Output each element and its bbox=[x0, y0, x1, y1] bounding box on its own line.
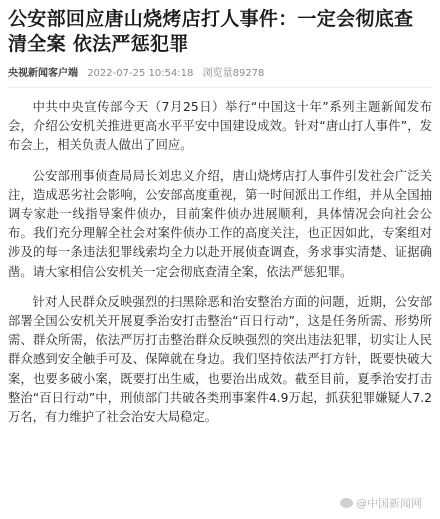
source-name[interactable]: 央视新闻客户端 bbox=[8, 68, 78, 79]
watermark bbox=[340, 495, 422, 511]
article-paragraph: 针对人民群众反映强烈的扫黑除恶和治安整治方面的问题，近期，公安部部署全国公安机关开展夏季治安打击整治“百日行动”，这是任务所需、形势所需、群众所需，依法严厉打击整治群众反映强烈的突出违法犯罪，切实让人民群众感到安全触手可及、保障就在身边。我们坚持依法严打方针，既要快破大案，也要多破小案，既要打出生威，也要治出成效。截至目前，夏季治安打击整治“百日行动”中，刑侦部门共破各类刑事案件4.9万起，抓获犯罪嫌疑人7.2万名，有力维护了社会治安大局稳定。 bbox=[8, 294, 432, 425]
watermark-text: @中国新闻网 bbox=[356, 497, 422, 510]
article-title: 公安部回应唐山烧烤店打人事件：一定会彻底查清全案 依法严惩犯罪 bbox=[8, 8, 414, 55]
divider bbox=[8, 87, 432, 88]
article-paragraph: 公安部刑事侦查局局长刘忠义介绍，唐山烧烤店打人事件引发社会广泛关注，造成恶劣社会影响，公安部高度重视，第一时间派出工作组，并从全国抽调专家赴一线指导案件侦办，目前案件侦办进展顺利，具体情况会向社会公布。我们充分理解全社会对案件侦办工作的高度关注，也正因如此，专案组对涉及的每一条违法犯罪线索均全力以赴开展侦查调查，务求事实清楚、证据确凿。请大家相信公安机关一定会彻底查清全案，依法严惩犯罪。 bbox=[8, 168, 432, 279]
view-count: 浏览量89278 bbox=[202, 68, 265, 79]
publish-time: 2022-07-25 10:54:18 bbox=[87, 68, 194, 79]
weibo-icon bbox=[340, 498, 353, 508]
article-paragraph: 中共中央宣传部今天（7月25日）举行“中国这十年”系列主题新闻发布会，介绍公安机关推进更高水平平安中国建设成效。针对“唐山打人事件”，发布会上，相关负责人做出了回应。 bbox=[8, 100, 432, 153]
article-meta bbox=[8, 67, 432, 81]
